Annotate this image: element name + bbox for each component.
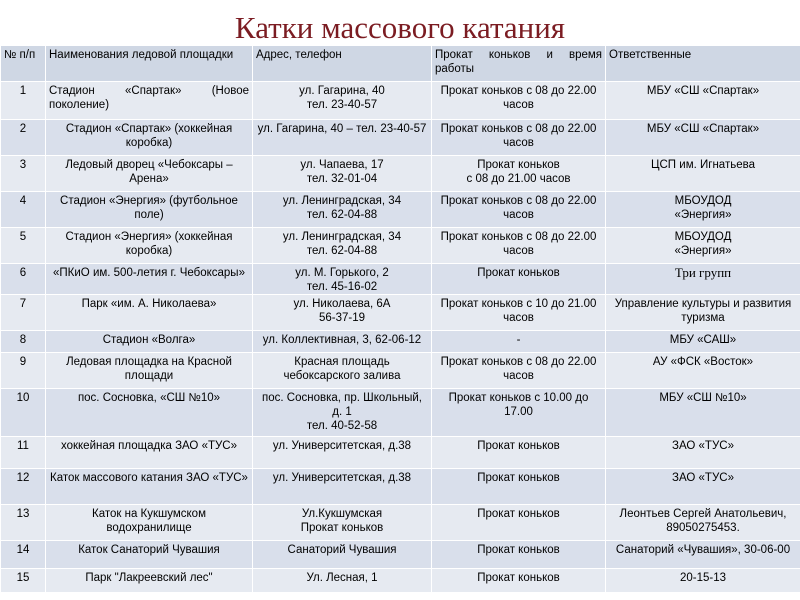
cell-responsible: АУ «ФСК «Восток» [606,353,800,389]
header-responsible: Ответственные [606,46,800,82]
cell-venue-name: Парк «им. А. Николаева» [46,295,253,331]
cell-rental-hours: Прокат коньков [432,264,606,295]
cell-rental-hours: Прокат коньков с 08 до 22.00 часов [432,120,606,156]
cell-address-phone: Санаторий Чувашия [253,541,432,569]
cell-responsible: МБУ «СШ «Спартак» [606,120,800,156]
cell-rental-hours: Прокат коньков с 08 до 22.00 часов [432,82,606,120]
cell-address-phone: ул. Ленинградская, 34 тел. 62-04-88 [253,192,432,228]
cell-venue-name: Каток Санаторий Чувашия [46,541,253,569]
table-row [1,264,800,295]
table-row [1,228,800,264]
cell-venue-name: пос. Сосновка, «СШ №10» [46,389,253,437]
cell-responsible: Санаторий «Чувашия», 30-06-00 [606,541,800,569]
cell-venue-name: «ПКиО им. 500-летия г. Чебоксары» [46,264,253,295]
cell-number: 3 [1,156,46,192]
cell-address-phone: ул. Университетская, д.38 [253,469,432,505]
cell-responsible: МБОУДОД «Энергия» [606,192,800,228]
cell-rental-hours: Прокат коньков [432,505,606,541]
cell-venue-name: Стадион «Спартак» (хоккейная коробка) [46,120,253,156]
cell-number: 11 [1,437,46,469]
cell-rental-hours: Прокат коньков с 08 до 22.00 часов [432,192,606,228]
cell-rental-hours: Прокат коньков с 08 до 22.00 часов [432,353,606,389]
table-row [1,353,800,389]
ice-rinks-table [0,45,800,593]
table-row [1,331,800,353]
cell-responsible: Три групп [606,264,800,295]
cell-number: 10 [1,389,46,437]
cell-number: 2 [1,120,46,156]
header-address-phone: Адрес, телефон [253,46,432,82]
table-row [1,120,800,156]
cell-venue-name: Стадион «Волга» [46,331,253,353]
cell-venue-name: Каток на Кукшумском водохранилище [46,505,253,541]
cell-address-phone: ул. Университетская, д.38 [253,437,432,469]
cell-venue-name: хоккейная площадка ЗАО «ТУС» [46,437,253,469]
cell-responsible: 20-15-13 [606,569,800,593]
table-row [1,156,800,192]
cell-rental-hours: Прокат коньков с 10 до 21.00 часов [432,295,606,331]
cell-venue-name: Парк "Лакреевский лес" [46,569,253,593]
table-row [1,569,800,593]
cell-address-phone: ул. Чапаева, 17 тел. 32-01-04 [253,156,432,192]
cell-responsible: МБОУДОД «Энергия» [606,228,800,264]
cell-venue-name: Стадион «Энергия» (футбольное поле) [46,192,253,228]
table-row [1,295,800,331]
cell-responsible: Управление культуры и развития туризма [606,295,800,331]
cell-rental-hours: Прокат коньков с 08 до 21.00 часов [432,156,606,192]
table-row [1,192,800,228]
cell-address-phone: пос. Сосновка, пр. Школьный, д. 1 тел. 40-52-58 [253,389,432,437]
cell-rental-hours: Прокат коньков [432,437,606,469]
cell-responsible: ЗАО «ТУС» [606,437,800,469]
cell-responsible: МБУ «СШ №10» [606,389,800,437]
cell-number: 14 [1,541,46,569]
cell-venue-name: Стадион «Энергия» (хоккейная коробка) [46,228,253,264]
table-row [1,389,800,437]
cell-venue-name: Стадион «Спартак» (Новое поколение) [46,82,253,120]
header-venue-name: Наименования ледовой площадки [46,46,253,82]
header-number: № п/п [1,46,46,82]
cell-number: 1 [1,82,46,120]
cell-address-phone: ул. Ленинградская, 34 тел. 62-04-88 [253,228,432,264]
cell-responsible: ЗАО «ТУС» [606,469,800,505]
cell-number: 6 [1,264,46,295]
cell-number: 12 [1,469,46,505]
cell-venue-name: Каток массового катания ЗАО «ТУС» [46,469,253,505]
cell-number: 5 [1,228,46,264]
table-row [1,82,800,120]
table-row [1,437,800,469]
cell-address-phone: Ул. Лесная, 1 [253,569,432,593]
header-rental-hours: Прокат коньков и время работы [432,46,606,82]
table-row [1,505,800,541]
cell-venue-name: Ледовая площадка на Красной площади [46,353,253,389]
cell-number: 15 [1,569,46,593]
cell-rental-hours: Прокат коньков [432,469,606,505]
cell-number: 13 [1,505,46,541]
cell-rental-hours: Прокат коньков с 10.00 до 17.00 [432,389,606,437]
cell-responsible: МБУ «СШ «Спартак» [606,82,800,120]
cell-venue-name: Ледовый дворец «Чебоксары – Арена» [46,156,253,192]
table-header-row [1,46,800,82]
cell-number: 9 [1,353,46,389]
cell-number: 8 [1,331,46,353]
cell-address-phone: Красная площадь чебоксарского залива [253,353,432,389]
cell-responsible: МБУ «САШ» [606,331,800,353]
cell-address-phone: ул. Гагарина, 40 тел. 23-40-57 [253,82,432,120]
cell-rental-hours: Прокат коньков [432,569,606,593]
table-body [1,82,800,593]
cell-number: 4 [1,192,46,228]
cell-address-phone: ул. Николаева, 6А 56-37-19 [253,295,432,331]
page-title: Катки массового катания [234,10,566,45]
cell-address-phone: ул. Коллективная, 3, 62-06-12 [253,331,432,353]
cell-address-phone: ул. М. Горького, 2 тел. 45-16-02 [253,264,432,295]
cell-address-phone: Ул.Кукшумская Прокат коньков [253,505,432,541]
cell-address-phone: ул. Гагарина, 40 – тел. 23-40-57 [253,120,432,156]
cell-rental-hours: Прокат коньков с 08 до 22.00 часов [432,228,606,264]
table-row [1,469,800,505]
cell-number: 7 [1,295,46,331]
cell-responsible: Леонтьев Сергей Анатольевич, 89050275453. [606,505,800,541]
cell-rental-hours: - [432,331,606,353]
table-row [1,541,800,569]
cell-responsible: ЦСП им. Игнатьева [606,156,800,192]
cell-rental-hours: Прокат коньков [432,541,606,569]
